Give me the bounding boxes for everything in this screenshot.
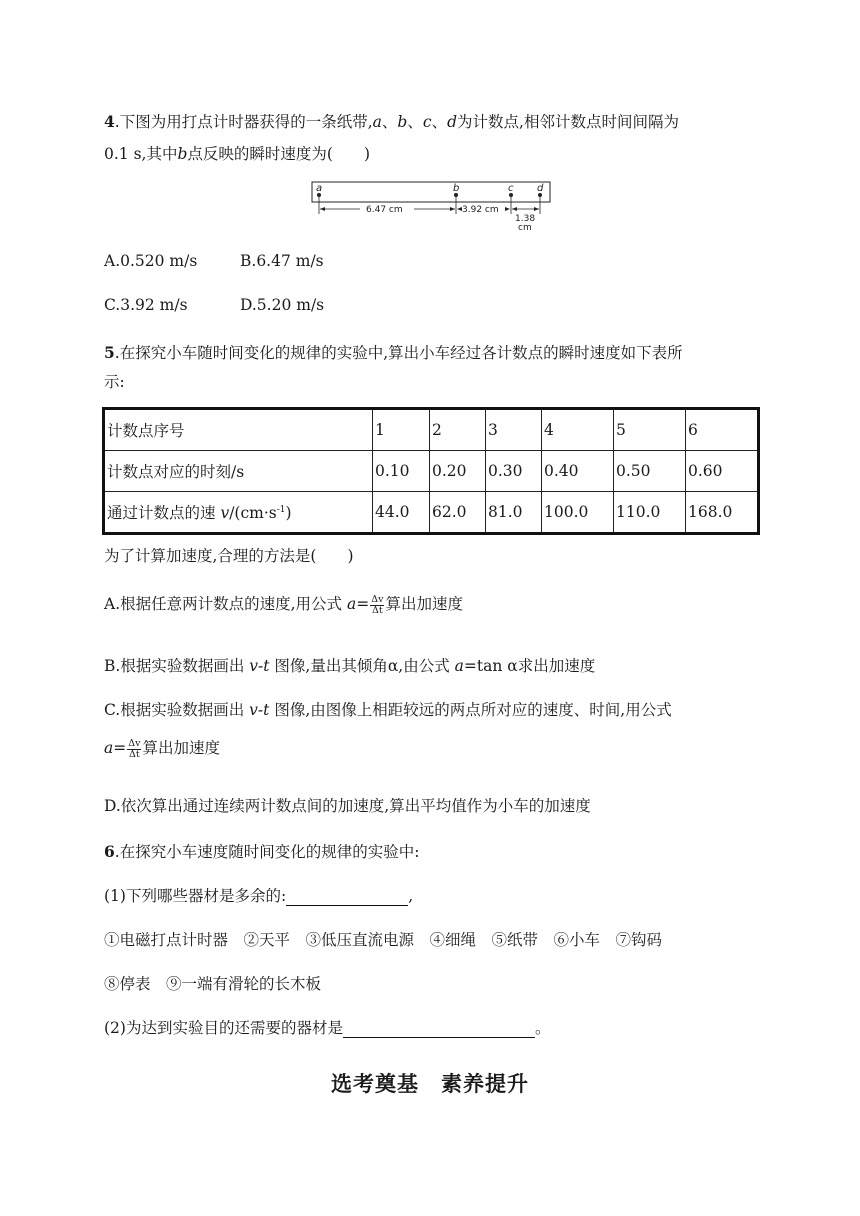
q5-option-c-line1[interactable]: C.根据实验数据画出 v-t 图像,由图像上相距较远的两点所对应的速度、时间,用公式 <box>104 701 672 719</box>
q6-number: 6 <box>104 842 115 861</box>
table-cell: 0.50 <box>614 451 686 492</box>
q5-option-c-line2[interactable]: a= $\frac{\Delta v}{\Delta t}$ 算出加速度 <box>104 737 220 760</box>
q6-line1: 6.在探究小车速度随时间变化的规律的实验中: <box>104 842 420 861</box>
q4-line2: 0.1 s,其中b点反映的瞬时速度为( ) <box>104 145 371 163</box>
fraction-dv-dt: $\frac{\Delta v}{\Delta t}$ <box>128 737 141 760</box>
tape-dist-cd-unit: cm <box>518 223 532 232</box>
table-header-cell: 计数点对应的时刻/s <box>104 451 373 492</box>
q6-items-line2: ⑧停表 ⑨一端有滑轮的长木板 <box>104 975 322 993</box>
table-cell: 44.0 <box>373 492 430 534</box>
q5-option-d[interactable]: D.依次算出通过连续两计数点间的加速度,算出平均值作为小车的加速度 <box>104 797 591 815</box>
table-cell: 81.0 <box>486 492 542 534</box>
q6-sub2: (2)为达到实验目的还需要的器材是 。 <box>104 1019 551 1037</box>
table-cell: 4 <box>542 409 614 451</box>
q5-line2: 示: <box>104 373 125 391</box>
tape-label-b: b <box>453 183 460 194</box>
table-cell: 6 <box>686 409 759 451</box>
q4-option-c[interactable]: C.3.92 m/s <box>104 296 188 314</box>
q4-option-d[interactable]: D.5.20 m/s <box>240 296 325 314</box>
tape-dist-ab: 6.47 cm <box>366 205 403 215</box>
tape-dist-cd-value: 1.38 <box>515 214 536 224</box>
q5-option-b[interactable]: B.根据实验数据画出 v-t 图像,量出其倾角α,由公式 a=tan α求出加速度 <box>104 657 596 675</box>
tape-dist-bc: 3.92 cm <box>462 205 499 215</box>
answer-blank-2[interactable] <box>343 1019 535 1038</box>
table-cell: 110.0 <box>614 492 686 534</box>
fraction-dv-dt: $\frac{\Delta v}{\Delta t}$ <box>371 593 384 616</box>
table-cell: 0.30 <box>486 451 542 492</box>
table-cell: 2 <box>430 409 486 451</box>
q4-number: 4 <box>104 112 115 131</box>
table-cell: 0.10 <box>373 451 430 492</box>
table-header-cell: 通过计数点的速 $v/(cm\cdot s^{-1})$ <box>104 492 373 534</box>
table-cell: 0.60 <box>686 451 759 492</box>
table-row <box>104 492 759 534</box>
q6-sub1: (1)下列哪些器材是多余的: , <box>104 887 414 905</box>
q4-option-a[interactable]: A.0.520 m/s <box>104 252 198 270</box>
velocity-table <box>102 407 760 535</box>
answer-blank-1[interactable] <box>286 887 408 906</box>
q6-items-line1: ①电磁打点计时器 ②天平 ③低压直流电源 ④细绳 ⑤纸带 ⑥小车 ⑦钩码 <box>104 931 663 949</box>
q5-number: 5 <box>104 343 115 362</box>
tape-label-a: a <box>316 183 323 194</box>
table-cell: 168.0 <box>686 492 759 534</box>
table-cell: 5 <box>614 409 686 451</box>
section-title: 选考奠基 素养提升 <box>331 1072 529 1096</box>
table-header-cell: 计数点序号 <box>104 409 373 451</box>
table-row <box>104 451 759 492</box>
table-cell: 3 <box>486 409 542 451</box>
table-cell: 62.0 <box>430 492 486 534</box>
table-cell: 100.0 <box>542 492 614 534</box>
q4-option-b[interactable]: B.6.47 m/s <box>240 252 324 270</box>
q5-option-a[interactable]: A.根据任意两计数点的速度,用公式 a= $\frac{\Delta v}{\Delta t}$ 算出加速度 <box>104 593 463 616</box>
table-cell: 1 <box>373 409 430 451</box>
tape-label-d: d <box>537 183 544 194</box>
q5-after-table: 为了计算加速度,合理的方法是( ) <box>104 547 354 565</box>
table-cell: 0.40 <box>542 451 614 492</box>
q5-line1: 5.在探究小车随时间变化的规律的实验中,算出小车经过各计数点的瞬时速度如下表所 <box>104 343 683 362</box>
q4-line1: 4.下图为用打点计时器获得的一条纸带,a、b、c、d为计数点,相邻计数点时间间隔为 <box>104 112 679 131</box>
table-row <box>104 409 759 451</box>
tape-label-c: c <box>508 183 514 194</box>
paper-tape-figure <box>310 180 555 232</box>
table-cell: 0.20 <box>430 451 486 492</box>
